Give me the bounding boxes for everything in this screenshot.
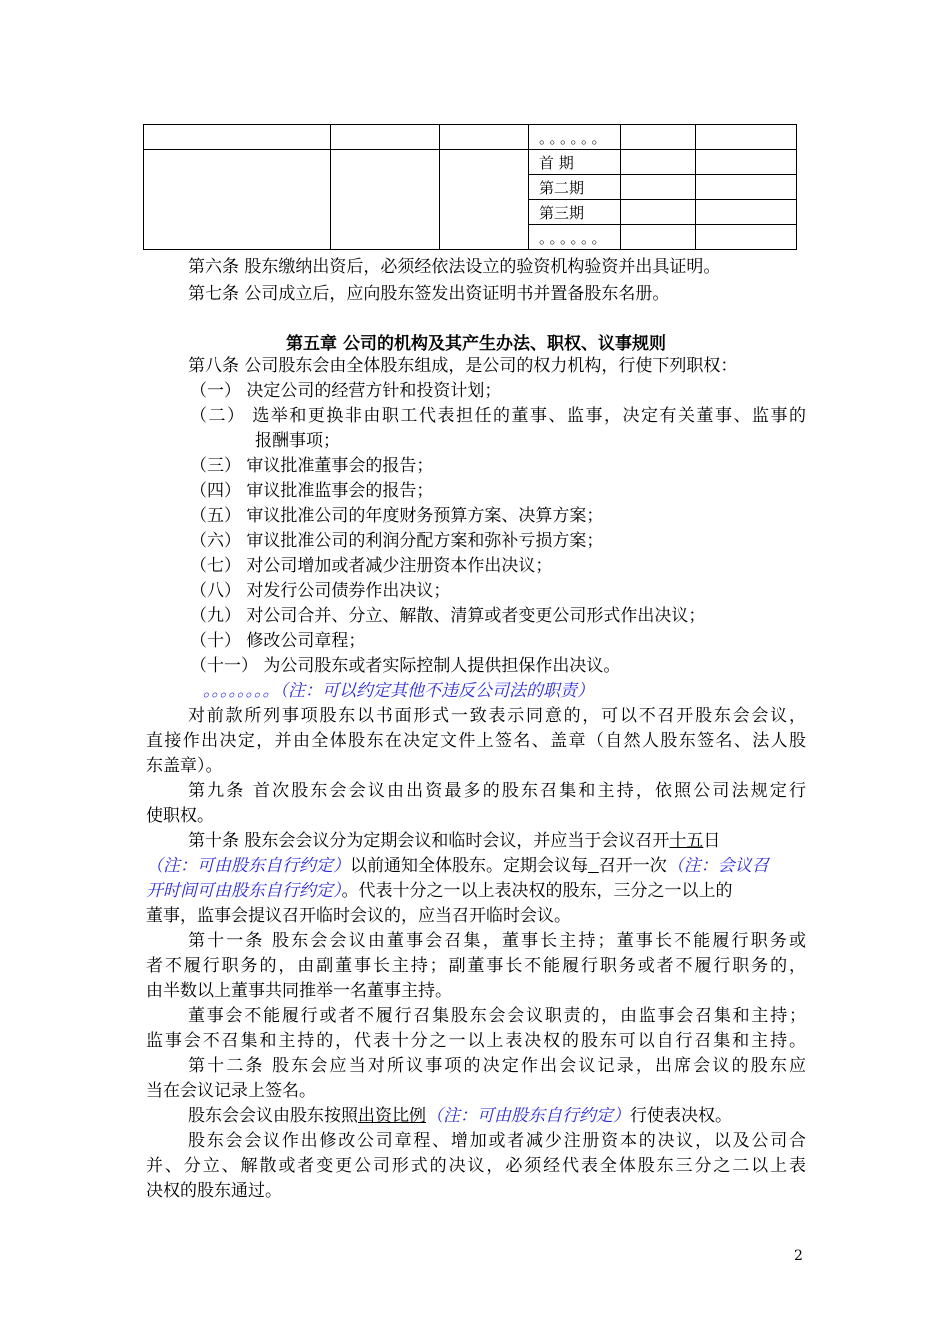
- table-cell-dots: 。。。。。。: [529, 225, 621, 250]
- list-item: （七） 对公司增加或者减少注册资本作出决议；: [190, 556, 553, 576]
- paragraph-line: （注：可由股东自行约定）以前通知全体股东。定期会议每 召开一次（注：会议召: [146, 856, 769, 876]
- chapter-heading: 第五章 公司的机构及其产生办法、职权、议事规则: [286, 334, 666, 354]
- article-8: 第八条 公司股东会由全体股东组成，是公司的权力机构，行使下列职权：: [188, 356, 738, 376]
- table-row: [144, 125, 797, 150]
- list-item: （一） 决定公司的经营方针和投资计划；: [190, 381, 502, 401]
- notice-days: 十五: [669, 831, 704, 851]
- voting-basis: 出资比例: [358, 1106, 426, 1126]
- list-item: （八） 对发行公司债券作出决议；: [190, 581, 451, 601]
- article-12: 第十二条 股东会应当对所议事项的决定作出会议记录，出席会议的股东应: [188, 1056, 806, 1076]
- table-cell-period: 第三期: [529, 200, 621, 225]
- note-inline: 开时间可由股东自行约定）: [146, 881, 342, 901]
- article-10: 第十条 股东会会议分为定期会议和临时会议，并应当于会议召开十五日: [188, 831, 721, 851]
- note-inline: （注：可由股东自行约定）: [426, 1106, 630, 1126]
- note-inline: （注：可由股东自行约定）: [146, 856, 350, 876]
- list-item: （九） 对公司合并、分立、解散、清算或者变更公司形式作出决议；: [190, 606, 706, 626]
- note-other-duties: 。。。。。。。。（注：可以约定其他不违反公司法的职责）: [203, 681, 594, 701]
- table-cell-period: 第二期: [529, 175, 621, 200]
- list-item: （三） 审议批准董事会的报告；: [190, 456, 434, 476]
- list-item: （四） 审议批准监事会的报告；: [190, 481, 434, 501]
- page-number: 2: [794, 1248, 803, 1264]
- paragraph-line: 董事会不能履行或者不履行召集股东会会议职责的，由监事会召集和主持；: [188, 1006, 806, 1026]
- paragraph-line: 由半数以上董事共同推举一名董事主持。: [146, 981, 452, 1001]
- paragraph-line: 直接作出决定，并由全体股东在决定文件上签名、盖章（自然人股东签名、法人股: [146, 731, 806, 751]
- capital-contribution-table: [143, 124, 797, 250]
- paragraph-line: 董事，监事会提议召开临时会议的，应当召开临时会议。: [146, 906, 571, 926]
- list-item: （二） 选举和更换非由职工代表担任的董事、监事，决定有关董事、监事的: [190, 406, 806, 426]
- paragraph-line: 者不履行职务的，由副董事长主持；副董事长不能履行职务或者不履行职务的，: [146, 956, 806, 976]
- paragraph-line: 股东会会议由股东按照出资比例（注：可由股东自行约定）行使表决权。: [188, 1106, 732, 1126]
- table-cell-dots: 。。。。。。: [529, 125, 621, 150]
- article-9: 第九条 首次股东会会议由出资最多的股东召集和主持，依照公司法规定行: [188, 781, 806, 801]
- paragraph-line: 使职权。: [146, 806, 214, 826]
- article-6: 第六条 股东缴纳出资后，必须经依法设立的验资机构验资并出具证明。: [188, 257, 721, 277]
- list-item: （五） 审议批准公司的年度财务预算方案、决算方案；: [190, 506, 604, 526]
- blank-field: [588, 856, 599, 876]
- article-11: 第十一条 股东会会议由董事会召集，董事长主持；董事长不能履行职务或: [188, 931, 806, 951]
- table-cell-period: 首 期: [529, 150, 621, 175]
- paragraph-line: 开时间可由股东自行约定）。代表十分之一以上表决权的股东，三分之一以上的: [146, 881, 733, 901]
- paragraph-line: 股东会会议作出修改公司章程、增加或者减少注册资本的决议，以及公司合: [188, 1131, 806, 1151]
- table-row: [144, 150, 797, 175]
- paragraph-line: 东盖章）。: [146, 756, 223, 776]
- paragraph-line: 决权的股东通过。: [146, 1181, 282, 1201]
- note-inline: （注：会议召: [666, 856, 769, 876]
- paragraph-line: 监事会不召集和主持的，代表十分之一以上表决权的股东可以自行召集和主持。: [146, 1031, 806, 1051]
- paragraph-line: 当在会议记录上签名。: [146, 1081, 316, 1101]
- paragraph-line: 并、分立、解散或者变更公司形式的决议，必须经代表全体股东三分之二以上表: [146, 1156, 806, 1176]
- list-item-continued: 报酬事项；: [255, 431, 340, 451]
- list-item: （十） 修改公司章程；: [190, 631, 366, 651]
- article-7: 第七条 公司成立后，应向股东签发出资证明书并置备股东名册。: [188, 284, 670, 304]
- paragraph-line: 对前款所列事项股东以书面形式一致表示同意的，可以不召开股东会会议，: [188, 706, 806, 726]
- list-item: （六） 审议批准公司的利润分配方案和弥补亏损方案；: [190, 531, 604, 551]
- list-item: （十一） 为公司股东或者实际控制人提供担保作出决议。: [190, 656, 621, 676]
